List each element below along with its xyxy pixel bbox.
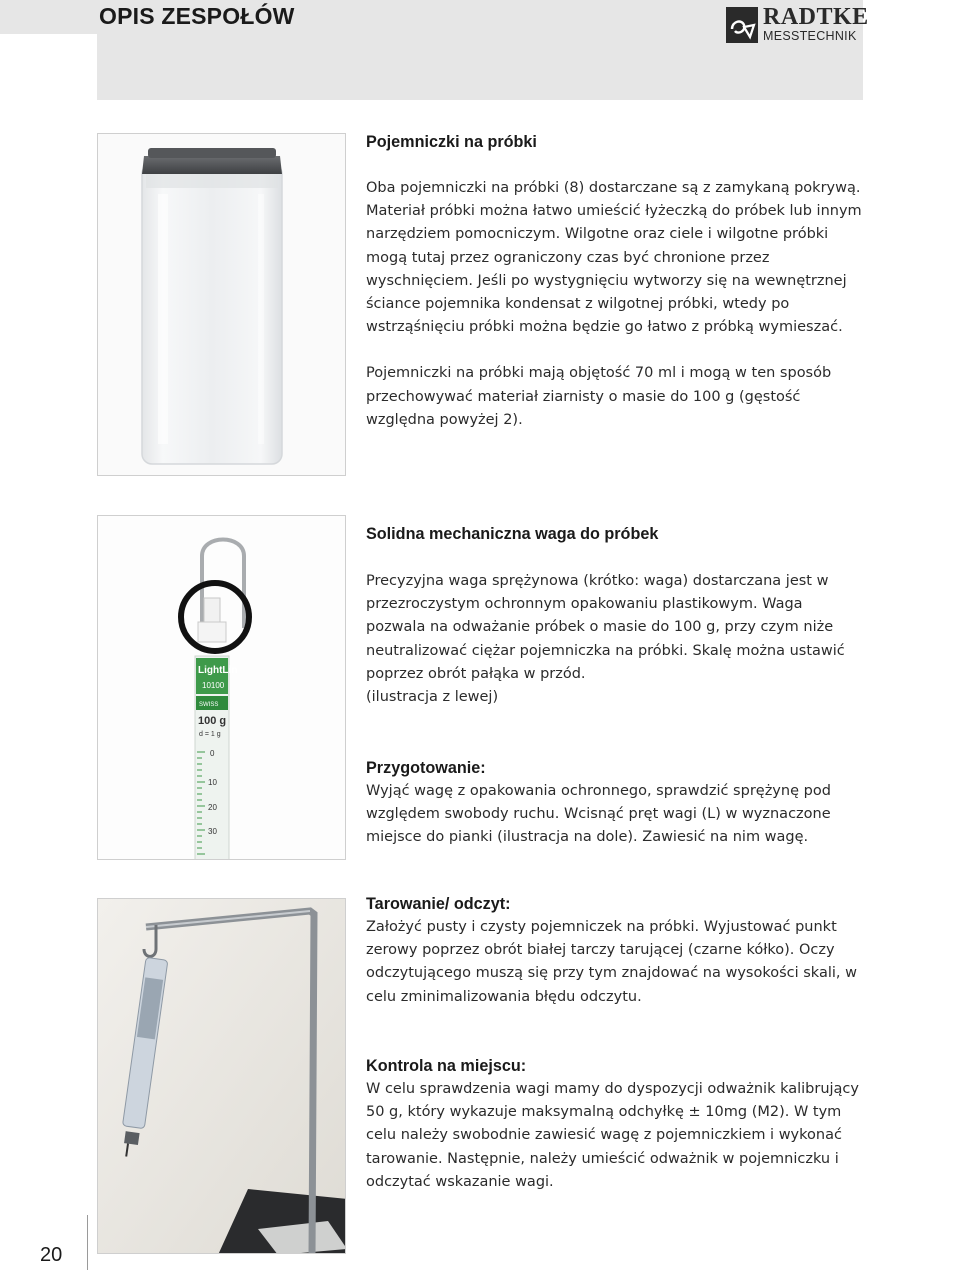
paragraph: Precyzyjna waga sprężynowa (krótko: waga) dostarczana jest w przezroczystym ochronnym opakowaniu plastikowym. Waga pozwala na odważanie próbek o masie do 100 g, przy czym niże neutralizować ciężar pojemniczka na próbki. Skalę można ustawić poprzez obrót pałąka w przód. [366,573,845,682]
scale-capacity-label: 100 g [198,715,227,727]
section-title: Tarowanie/ odczyt: [366,895,511,913]
illustration-note: (ilustracja z lewej) [366,689,499,706]
section-mechanical-balance [366,523,866,709]
paragraph: Oba pojemniczki na próbki (8) dostarczane są z zamykaną pokrywą. Materiał próbki można łatwo umieścić łyżeczką do próbek lub innym narzędziem pomocniczym. Wilgotne oraz ciele i wilgotne próbki mogą tutaj przez ograniczony czas być chronione przez wyschnięciem. Jeśli po wystygnięciu wytworzy się na wewnętrznej ściance pojemnika kondensat z wilgotnej próbki, wtedy po wstrząśnięciu próbki można będzie go łatwo z próbką wymieszać. [366,180,862,336]
section-title: Pojemniczki na próbki [366,133,537,151]
section-title: Kontrola na miejscu: [366,1057,527,1075]
logo-name: RADTKE [763,4,869,30]
logo-mark-icon [726,7,758,43]
page-title: OPIS ZESPOŁÓW [0,0,310,34]
section-on-site-check [366,1055,866,1194]
paragraph: Wyjąć wagę z opakowania ochronnego, sprawdzić sprężynę pod względem swobody ruchu. Wcisnąć pręt wagi (L) w wyznaczone miejsce do pianki (ilustracja na dole). Zawiesić na nim wagę. [366,783,831,846]
scale-brand-label: LightLin [198,665,238,676]
section-tare-reading [366,893,866,1009]
page-number: 20 [40,1244,63,1266]
scale-tick-label: 0 [210,749,215,758]
logo-subtitle: MESSTECHNIK [763,29,857,43]
section-preparation [366,757,866,850]
section-sample-containers [366,131,866,432]
scale-model-label: 10100 [202,681,225,690]
page-heading-container [0,0,310,34]
paragraph: Pojemniczki na próbki mają objętość 70 ml i mogą w ten sposób przechowywać materiał ziarnisty o masie do 100 g (gęstość względna powyżej 2). [366,365,832,428]
photo-spring-balance [97,515,346,860]
scale-swiss-label: SWISS [199,702,219,708]
photo-sample-container [97,133,346,476]
section-title: Solidna mechaniczna waga do próbek [366,525,659,543]
photo-balance-on-rod [97,898,346,1254]
page-number-divider [87,1215,88,1270]
paragraph: Założyć pusty i czysty pojemniczek na próbki. Wyjustować punkt zerowy poprzez obrót białej tarczy tarującej (czarne kółko). Oczy odczytującego muszą się przy tym znajdować na wysokości skali, w celu zminimalizowania błędu odczytu. [366,919,857,1005]
scale-tick-label: 30 [208,827,217,836]
paragraph: W celu sprawdzenia wagi mamy do dyspozycji odważnik kalibrujący 50 g, który wykazuje maksymalną odchyłkę ± 10mg (M2). W tym celu należy swobodnie zawiesić wagę z pojemniczkiem i wykonać tarowanie. Następnie, należy umieścić odważnik w pojemniczku i odczytać wskazanie wagi. [366,1081,859,1190]
scale-tick-label: 10 [208,778,217,787]
scale-division-label: d = 1 g [199,731,221,738]
section-title: Przygotowanie: [366,759,486,777]
radtke-logo [726,4,869,45]
scale-tick-label: 20 [208,803,217,812]
